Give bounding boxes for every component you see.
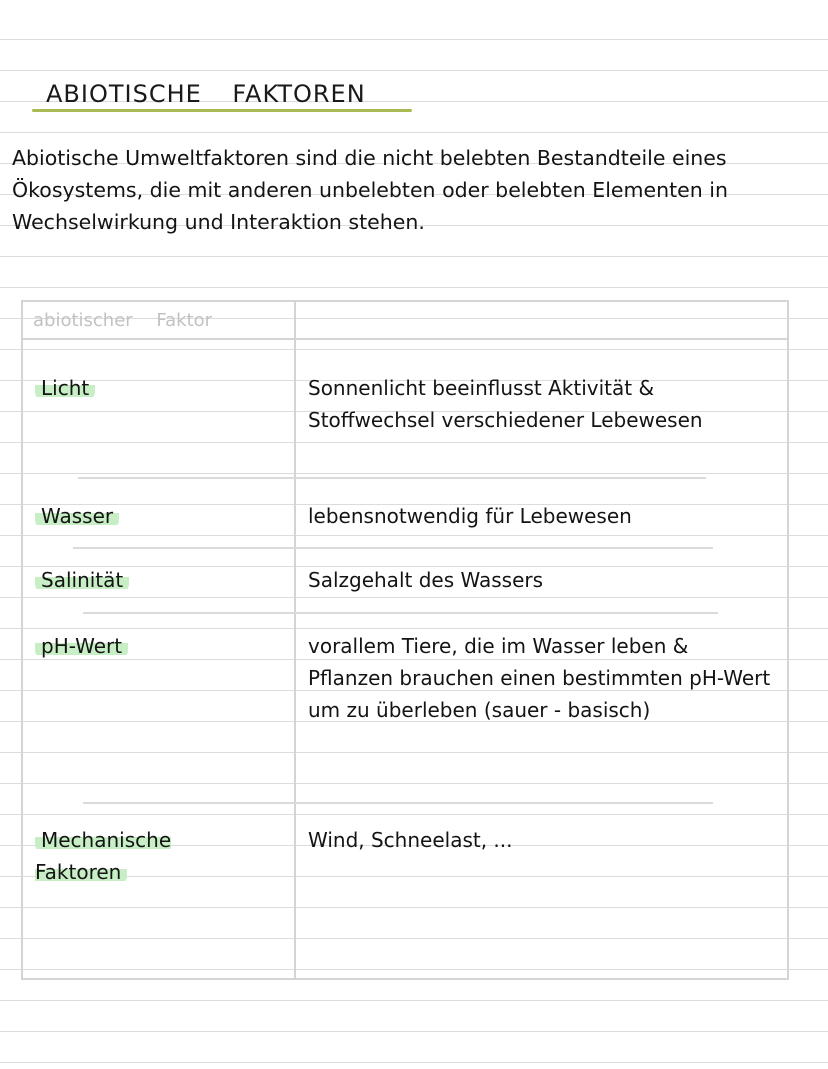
table-header-factor: abiotischer Faktor: [33, 310, 213, 331]
row-separator: [83, 612, 718, 614]
factor-label: Wasser: [35, 504, 119, 528]
factor-salinitaet: [35, 564, 129, 596]
factors-table: [21, 300, 789, 980]
page-title: ABIOTISCHE FAKTOREN: [46, 80, 366, 108]
factor-label: Licht: [35, 376, 95, 400]
row-separator: [83, 802, 713, 804]
row-separator: [296, 477, 706, 479]
description-ph-wert: vorallem Tiere, die im Wasser leben & Pflanzen brauchen einen bestimmten pH-Wert um zu überleben (sauer - basisch): [308, 634, 771, 722]
factor-label: pH-Wert: [35, 634, 128, 658]
description-mechanische-faktoren: Wind, Schneelast, ...: [308, 828, 513, 852]
factor-ph-wert: [35, 630, 128, 662]
column-divider: [294, 302, 296, 978]
description-salinitaet: Salzgehalt des Wassers: [308, 568, 544, 592]
factor-wasser: [35, 500, 119, 532]
row-separator: [73, 547, 713, 549]
factor-mechanische-faktoren: [35, 824, 225, 888]
header-separator: [23, 338, 787, 340]
factor-label: Mechanische Faktoren: [35, 828, 172, 884]
intro-paragraph: Abiotische Umweltfaktoren sind die nicht belebten Bestandteile eines Ökosystems, die mit anderen unbelebten oder belebten Elementen in Wechselwirkung und Interaktion stehen.: [12, 146, 728, 234]
description-wasser: lebensnotwendig für Lebewesen: [308, 504, 632, 528]
factor-label: Salinität: [35, 568, 129, 592]
factor-licht: [35, 372, 95, 404]
description-licht: Sonnenlicht beeinflusst Aktivität & Stoffwechsel verschiedener Lebewesen: [308, 376, 703, 432]
title-underline: [32, 109, 412, 112]
